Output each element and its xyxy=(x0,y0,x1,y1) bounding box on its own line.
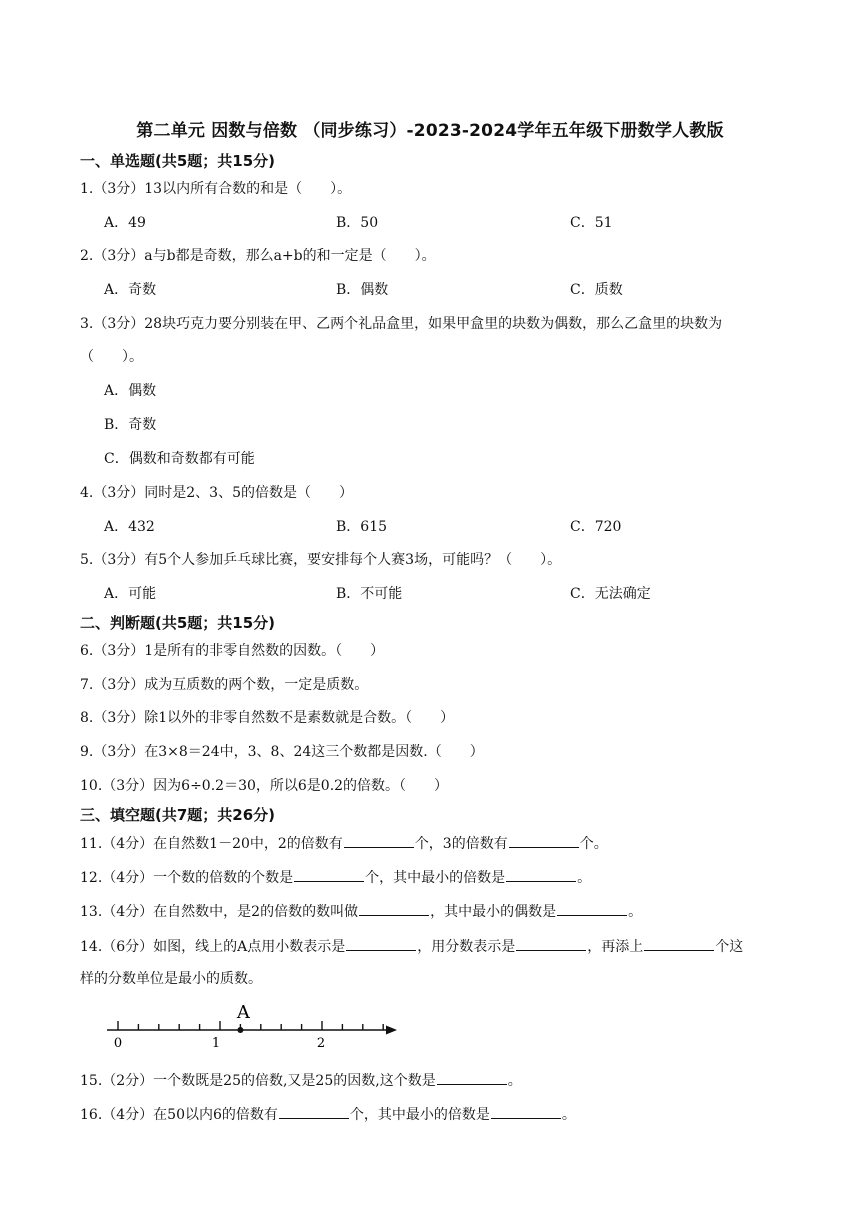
page-title: 第二单元 因数与倍数 （同步练习）-2023-2024学年五年级下册数学人教版 xyxy=(136,121,724,141)
answer-blank[interactable] xyxy=(506,867,576,882)
answer-blank[interactable] xyxy=(437,1070,507,1085)
section-heading-single-choice: 一、单选题(共5题；共15分) xyxy=(80,152,276,170)
question-14 xyxy=(80,936,743,957)
q5-option-b: B．不可能 xyxy=(336,586,403,602)
q15-text-1: 15.（2分）一个数既是25的倍数,又是25的因数,这个数是 xyxy=(80,1073,436,1089)
q16-text-2: 个，其中最小的倍数是 xyxy=(349,1107,490,1123)
question-11 xyxy=(80,833,608,854)
tick-label-1: 1 xyxy=(211,1036,221,1051)
question-4: 4.（3分）同时是2、3、5的倍数是（ ） xyxy=(80,485,353,501)
q11-text-1: 11.（4分）在自然数1－20中，2的倍数有 xyxy=(80,836,343,852)
q14-text-2: ，用分数表示是 xyxy=(417,939,516,955)
answer-blank[interactable] xyxy=(557,901,627,916)
question-14-continued: 样的分数单位是最小的质数。 xyxy=(80,971,262,987)
q3-option-b: B．奇数 xyxy=(104,417,157,433)
question-13 xyxy=(80,901,642,922)
question-1: 1.（3分）13以内所有合数的和是（ ）。 xyxy=(80,181,352,197)
answer-blank[interactable] xyxy=(516,936,586,951)
answer-blank[interactable] xyxy=(644,936,714,951)
question-2: 2.（3分）a与b都是奇数，那么a+b的和一定是（ ）。 xyxy=(80,248,436,264)
question-8: 8.（3分）除1以外的非零自然数不是素数就是合数。（ ） xyxy=(80,710,455,726)
number-line-ticks xyxy=(118,1021,383,1030)
q12-text-2: 个，其中最小的倍数是 xyxy=(365,870,506,886)
q2-option-b: B．偶数 xyxy=(336,282,389,298)
question-3: 3.（3分）28块巧克力要分别装在甲、乙两个礼品盒里，如果甲盒里的块数为偶数，那么乙盒里的块数为 xyxy=(80,316,723,332)
question-10: 10.（3分）因为6÷0.2＝30，所以6是0.2的倍数。（ ） xyxy=(80,778,449,794)
question-12 xyxy=(80,867,591,888)
section-heading-fill-in: 三、填空题(共7题；共26分) xyxy=(80,806,276,824)
tick-label-0: 0 xyxy=(113,1036,123,1051)
q4-option-c: C．720 xyxy=(570,519,622,535)
answer-blank[interactable] xyxy=(359,901,429,916)
answer-blank[interactable] xyxy=(346,936,416,951)
question-3-continued: （ ）。 xyxy=(80,349,143,365)
q4-option-b: B．615 xyxy=(336,519,388,535)
q13-text-3: 。 xyxy=(628,904,643,920)
point-a-marker xyxy=(237,1027,243,1033)
q12-text-3: 。 xyxy=(577,870,592,886)
question-6: 6.（3分）1是所有的非零自然数的因数。（ ） xyxy=(80,643,385,659)
q1-option-b: B．50 xyxy=(336,215,379,231)
number-line-figure xyxy=(105,1000,405,1052)
q4-option-a: A．432 xyxy=(104,519,155,535)
q2-option-a: A．奇数 xyxy=(104,282,157,298)
answer-blank[interactable] xyxy=(294,867,364,882)
q13-text-2: ，其中最小的偶数是 xyxy=(430,904,557,920)
q16-text-3: 。 xyxy=(561,1107,576,1123)
q13-text-1: 13.（4分）在自然数中，是2的倍数的数叫做 xyxy=(80,904,359,920)
answer-blank[interactable] xyxy=(279,1104,349,1119)
answer-blank[interactable] xyxy=(344,833,414,848)
answer-blank[interactable] xyxy=(491,1104,561,1119)
q5-option-a: A．可能 xyxy=(104,586,157,602)
q1-option-a: A．49 xyxy=(104,215,146,231)
q3-option-c: C．偶数和奇数都有可能 xyxy=(104,451,255,467)
q12-text-1: 12.（4分）一个数的倍数的个数是 xyxy=(80,870,294,886)
q14-text-3: ，再添上 xyxy=(587,939,644,955)
arrow-head-icon xyxy=(386,1026,397,1035)
q1-option-c: C．51 xyxy=(570,215,613,231)
question-7: 7.（3分）成为互质数的两个数，一定是质数。 xyxy=(80,677,369,693)
question-15 xyxy=(80,1070,522,1091)
q14-text-4: 个这 xyxy=(715,939,744,955)
q11-text-2: 个，3的倍数有 xyxy=(414,836,508,852)
question-9: 9.（3分）在3×8＝24中，3、8、24这三个数都是因数.（ ） xyxy=(80,744,484,760)
point-a-label: A xyxy=(236,1002,250,1023)
q3-option-a: A．偶数 xyxy=(104,383,157,399)
section-heading-true-false: 二、判断题(共5题；共15分) xyxy=(80,614,276,632)
question-16 xyxy=(80,1104,576,1125)
question-5: 5.（3分）有5个人参加乒乓球比赛，要安排每个人赛3场，可能吗？（ ）。 xyxy=(80,552,562,568)
q15-text-2: 。 xyxy=(507,1073,522,1089)
q5-option-c: C．无法确定 xyxy=(570,586,651,602)
answer-blank[interactable] xyxy=(509,833,579,848)
q2-option-c: C．质数 xyxy=(570,282,623,298)
tick-label-2: 2 xyxy=(316,1036,326,1051)
q11-text-3: 个。 xyxy=(579,836,608,852)
q16-text-1: 16.（4分）在50以内6的倍数有 xyxy=(80,1107,278,1123)
q14-text-1: 14.（6分）如图，线上的A点用小数表示是 xyxy=(80,939,346,955)
